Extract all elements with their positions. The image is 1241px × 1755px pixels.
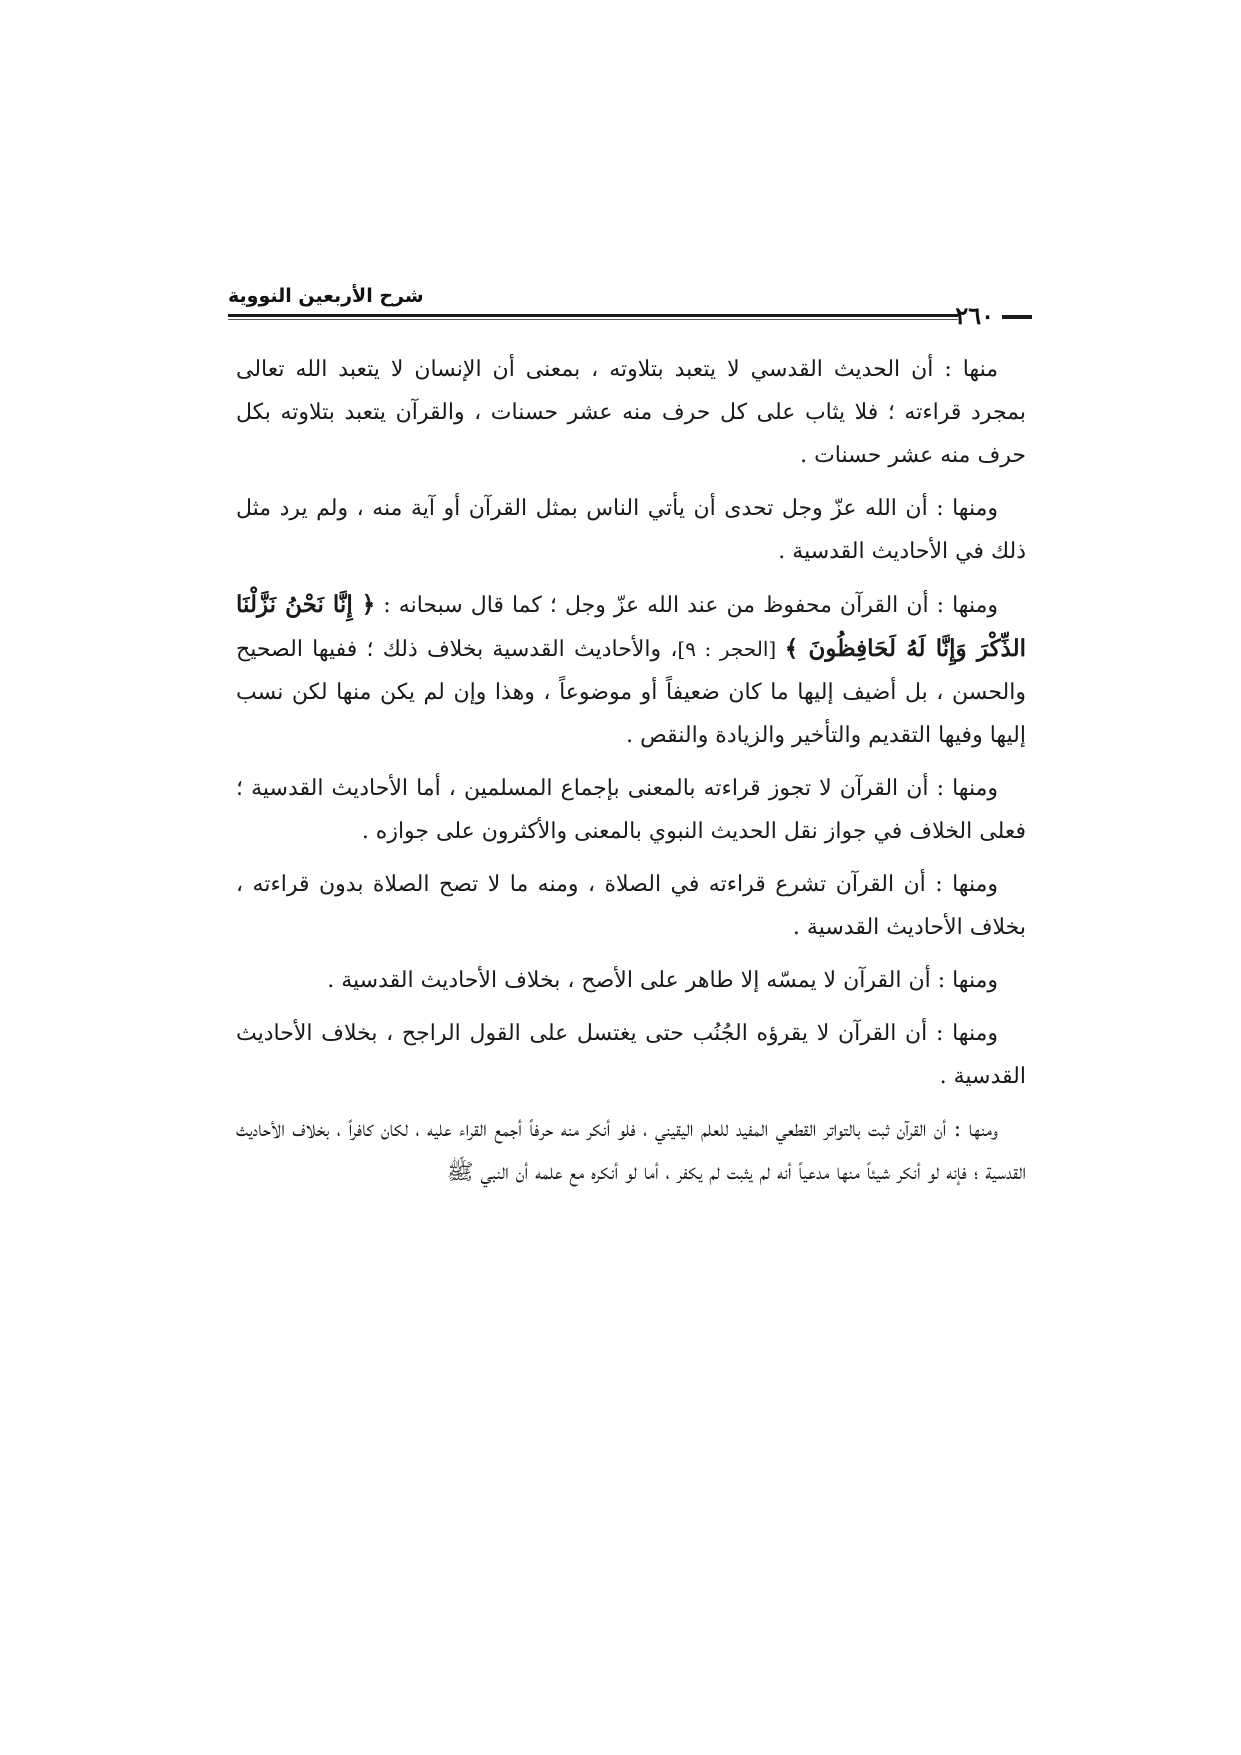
paragraph: منها : أن الحديث القدسي لا يتعبد بتلاوته ، بمعنى أن الإنسان لا يتعبد الله تعالى بمجرد قراءته ؛ فلا يثاب على كل حرف منه عشر حسنات ، والقرآن يتعبد بتلاوته بكل حرف منه عشر حسنات . bbox=[236, 357, 1026, 468]
paragraph: ومنها : أن القرآن ثبت بالتواتر القطعي المفيد للعلم اليقيني ، فلو أنكر منه حرفاً أجمع القراء عليه ، لكان كافراً ، بخلاف الأحاديث القدسية ؛ فإنه لو أنكر شيئاً منها مدعياً أنه لم يثبت لم يكفر ، أما لو أنكره مع علمه أن النبي ﷺ bbox=[236, 1117, 1026, 1185]
paragraph: ومنها : أن القرآن لا يمسّه إلا طاهر على الأصح ، بخلاف الأحاديث القدسية . bbox=[327, 968, 998, 993]
running-header bbox=[228, 285, 1032, 330]
paragraph: ومنها : أن القرآن تشرع قراءته في الصلاة ، ومنه ما لا تصح الصلاة بدون قراءته ، بخلاف الأحاديث القدسية . bbox=[236, 872, 1026, 940]
header-rule bbox=[228, 314, 958, 317]
paragraph: ومنها : أن القرآن لا تجوز قراءته بالمعنى بإجماع المسلمين ، أما الأحاديث القدسية ؛ فعلى الخلاف في جواز نقل الحديث النبوي بالمعنى والأكثرون على جوازه . bbox=[236, 776, 1026, 844]
paragraph: ومنها : أن القرآن لا يقرؤه الجُنُب حتى يغتسل على القول الراجح ، بخلاف الأحاديث القدسية . bbox=[236, 1021, 1026, 1089]
verse-reference: [الحجر : ٩] bbox=[677, 637, 785, 661]
paragraph: ومنها : أن الله عزّ وجل تحدى أن يأتي الناس بمثل القرآن أو آية منه ، ولم يرد مثل ذلك في الأحاديث القدسية . bbox=[236, 496, 1026, 564]
body-text bbox=[236, 348, 1026, 1204]
book-title: شرح الأربعين النووية bbox=[228, 285, 424, 307]
quran-verse: ﴿ إِنَّا نَحْنُ نَزَّلْنَا الذِّكْرَ وَإِنَّا لَهُ لَحَافِظُونَ ﴾ bbox=[236, 591, 1027, 662]
page-number: ٢٦٠ bbox=[955, 301, 994, 330]
paragraph-text: ومنها : أن القرآن محفوظ من عند الله عزّ وجل ؛ كما قال سبحانه : bbox=[375, 593, 998, 618]
header-rule-end bbox=[1002, 315, 1032, 319]
paragraph-text: ، والأحاديث القدسية بخلاف ذلك ؛ ففيها الصحيح والحسن ، بل أضيف إليها ما كان ضعيفاً أو موضوعاً ، وهذا وإن لم يكن منها لكن نسب إليها وفيها التقديم والتأخير والزيادة والنقص . bbox=[236, 637, 1026, 748]
paragraph-with-verse bbox=[236, 583, 1026, 757]
header-rule-thin bbox=[228, 319, 958, 320]
